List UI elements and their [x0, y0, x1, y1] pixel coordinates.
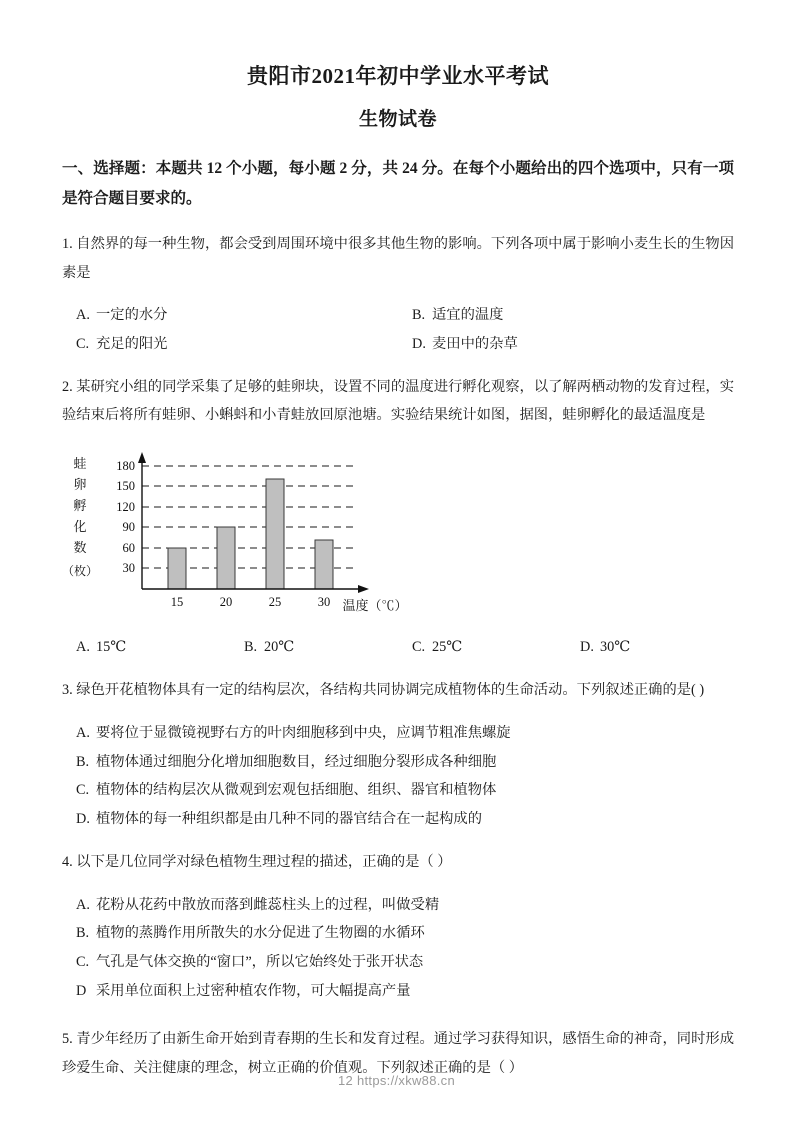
- question-1-stem: 1. 自然界的每一种生物，都会受到周围环境中很多其他生物的影响。下列各项中属于影响小麦生长的生物因素是: [62, 235, 734, 281]
- option-c-label: C.: [76, 953, 90, 970]
- option-c-text: 充足的阳光: [96, 336, 168, 352]
- question-1: [62, 230, 734, 359]
- x-tick-15: 15: [170, 595, 184, 610]
- chart-y-tick-labels: [116, 459, 135, 575]
- option-d[interactable]: [398, 330, 734, 359]
- option-d-text: 植物体的每一种组织都是由几种不同的器官结合在一起构成的: [96, 810, 483, 827]
- option-c-label: C.: [76, 782, 90, 799]
- x-tick-25: 25: [268, 595, 282, 610]
- chart-x-axis-label: 温度（℃）: [342, 598, 408, 614]
- question-4: [62, 848, 734, 1005]
- option-b-label: B.: [76, 753, 90, 770]
- y-tick-180: 180: [116, 459, 135, 474]
- option-a[interactable]: [62, 633, 230, 662]
- option-b-label: B.: [76, 925, 90, 942]
- bar-chart-svg: [62, 444, 422, 624]
- option-b-text: 适宜的温度: [432, 307, 504, 324]
- option-d-label: D.: [76, 810, 90, 827]
- option-c[interactable]: [62, 948, 734, 977]
- option-c-text: 气孔是气体交换的“窗口”，所以它始终处于张开状态: [96, 953, 424, 970]
- page-content: [62, 0, 734, 1097]
- y-tick-150: 150: [116, 479, 135, 494]
- y-tick-90: 90: [122, 520, 135, 535]
- option-d-text: 麦田中的杂草: [432, 336, 518, 352]
- option-d-label: D: [76, 982, 87, 999]
- option-b[interactable]: [62, 919, 734, 948]
- question-4-stem: 4. 以下是几位同学对绿色植物生理过程的描述，正确的是（ ）: [62, 853, 452, 870]
- option-a-text: 15℃: [96, 639, 127, 656]
- bar-15: [168, 548, 186, 589]
- y-axis-arrow: [138, 452, 146, 463]
- option-b[interactable]: [398, 301, 734, 330]
- option-a-text: 一定的水分: [96, 307, 168, 324]
- section-heading: 一、选择题：本题共 12 个小题，每小题 2 分，共 24 分。在每个小题给出的四个选项中，只有一项是符合题目要求的。: [62, 159, 734, 208]
- option-c-text: 25℃: [432, 639, 463, 656]
- question-1-options: [62, 301, 734, 358]
- x-axis-arrow: [358, 585, 369, 593]
- question-2-stem: 2. 某研究小组的同学采集了足够的蛙卵块，设置不同的温度进行孵化观察，以了解两栖动物的发育过程，实验结束后将所有蛙卵、小蝌蚪和小青蛙放回原池塘。实验结果统计如图，据图，蛙卵孵化的最适温度是: [62, 378, 734, 424]
- option-b-text: 植物的蒸腾作用所散失的水分促进了生物圈的水循环: [96, 925, 425, 942]
- chart-y-axis-label: [62, 456, 98, 578]
- question-2-options: [62, 633, 734, 662]
- option-a[interactable]: [62, 891, 734, 920]
- frog-egg-hatching-bar-chart: [62, 444, 734, 629]
- bar-20: [217, 527, 235, 589]
- option-c[interactable]: [62, 776, 734, 805]
- option-a[interactable]: [62, 719, 734, 748]
- y-label-char: （枚）: [62, 564, 99, 579]
- y-label-char: 数: [73, 540, 87, 556]
- y-label-char: 卵: [73, 477, 87, 493]
- option-c-label: C.: [412, 639, 426, 656]
- y-label-char: 化: [73, 519, 87, 535]
- option-a-label: A.: [76, 896, 90, 913]
- bar-25: [266, 479, 284, 589]
- option-d[interactable]: [566, 633, 734, 662]
- option-a-label: A.: [76, 725, 90, 742]
- option-row: [62, 633, 734, 662]
- y-tick-30: 30: [122, 561, 135, 576]
- page-subtitle: 生物试卷: [358, 109, 437, 131]
- option-d-label: D.: [580, 639, 594, 656]
- question-3-stem: 3. 绿色开花植物体具有一定的结构层次，各结构共同协调完成植物体的生命活动。下列叙述正确的是( ): [62, 682, 705, 699]
- option-c[interactable]: [398, 633, 566, 662]
- question-2: [62, 373, 734, 662]
- bar-30: [315, 540, 333, 589]
- option-a-label: A.: [76, 307, 90, 324]
- option-row: [62, 330, 734, 359]
- option-c-text: 植物体的结构层次从微观到宏观包括细胞、组织、器官和植物体: [96, 782, 497, 799]
- option-c[interactable]: [62, 330, 398, 359]
- option-b-text: 植物体通过细胞分化增加细胞数目，经过细胞分裂形成各种细胞: [96, 753, 497, 770]
- question-3: [62, 676, 734, 833]
- chart-x-tick-labels: [171, 595, 331, 609]
- option-a[interactable]: [62, 301, 398, 330]
- chart-bars: [168, 479, 333, 589]
- question-4-options: [62, 891, 734, 1005]
- option-b[interactable]: [62, 748, 734, 777]
- option-c-label: C.: [76, 336, 90, 352]
- question-3-options: [62, 719, 734, 833]
- y-tick-120: 120: [116, 500, 135, 515]
- option-a-label: A.: [76, 639, 90, 656]
- y-label-char: 孵: [73, 498, 87, 514]
- option-a-text: 花粉从花药中散放而落到雌蕊柱头上的过程，叫做受精: [96, 896, 440, 913]
- option-d[interactable]: [62, 805, 734, 834]
- option-d[interactable]: [62, 977, 734, 1006]
- option-row: [62, 301, 734, 330]
- page-footer-watermark: 12 https://xkw88.cn: [338, 1073, 455, 1088]
- y-tick-60: 60: [122, 541, 135, 556]
- option-d-text: 采用单位面积上过密种植农作物，可大幅提高产量: [96, 982, 411, 999]
- option-a-text: 要将位于显微镜视野右方的叶肉细胞移到中央，应调节粗准焦螺旋: [96, 725, 511, 742]
- option-b-label: B.: [244, 639, 258, 656]
- y-label-char: 蛙: [73, 456, 87, 472]
- x-tick-20: 20: [219, 595, 233, 610]
- page-title: 贵阳市2021年初中学业水平考试: [247, 64, 549, 88]
- option-b[interactable]: [230, 633, 398, 662]
- option-d-label: D.: [412, 336, 426, 352]
- option-b-text: 20℃: [264, 639, 295, 656]
- option-b-label: B.: [412, 307, 426, 324]
- question-5-stem: 5. 青少年经历了由新生命开始到青春期的生长和发育过程。通过学习获得知识，感悟生命的神奇，同时形成珍爱生命、关注健康的理念，树立正确的价值观。下列叙述正确的是（ ）: [62, 1031, 734, 1076]
- x-tick-30: 30: [317, 595, 331, 610]
- option-d-text: 30℃: [600, 639, 631, 656]
